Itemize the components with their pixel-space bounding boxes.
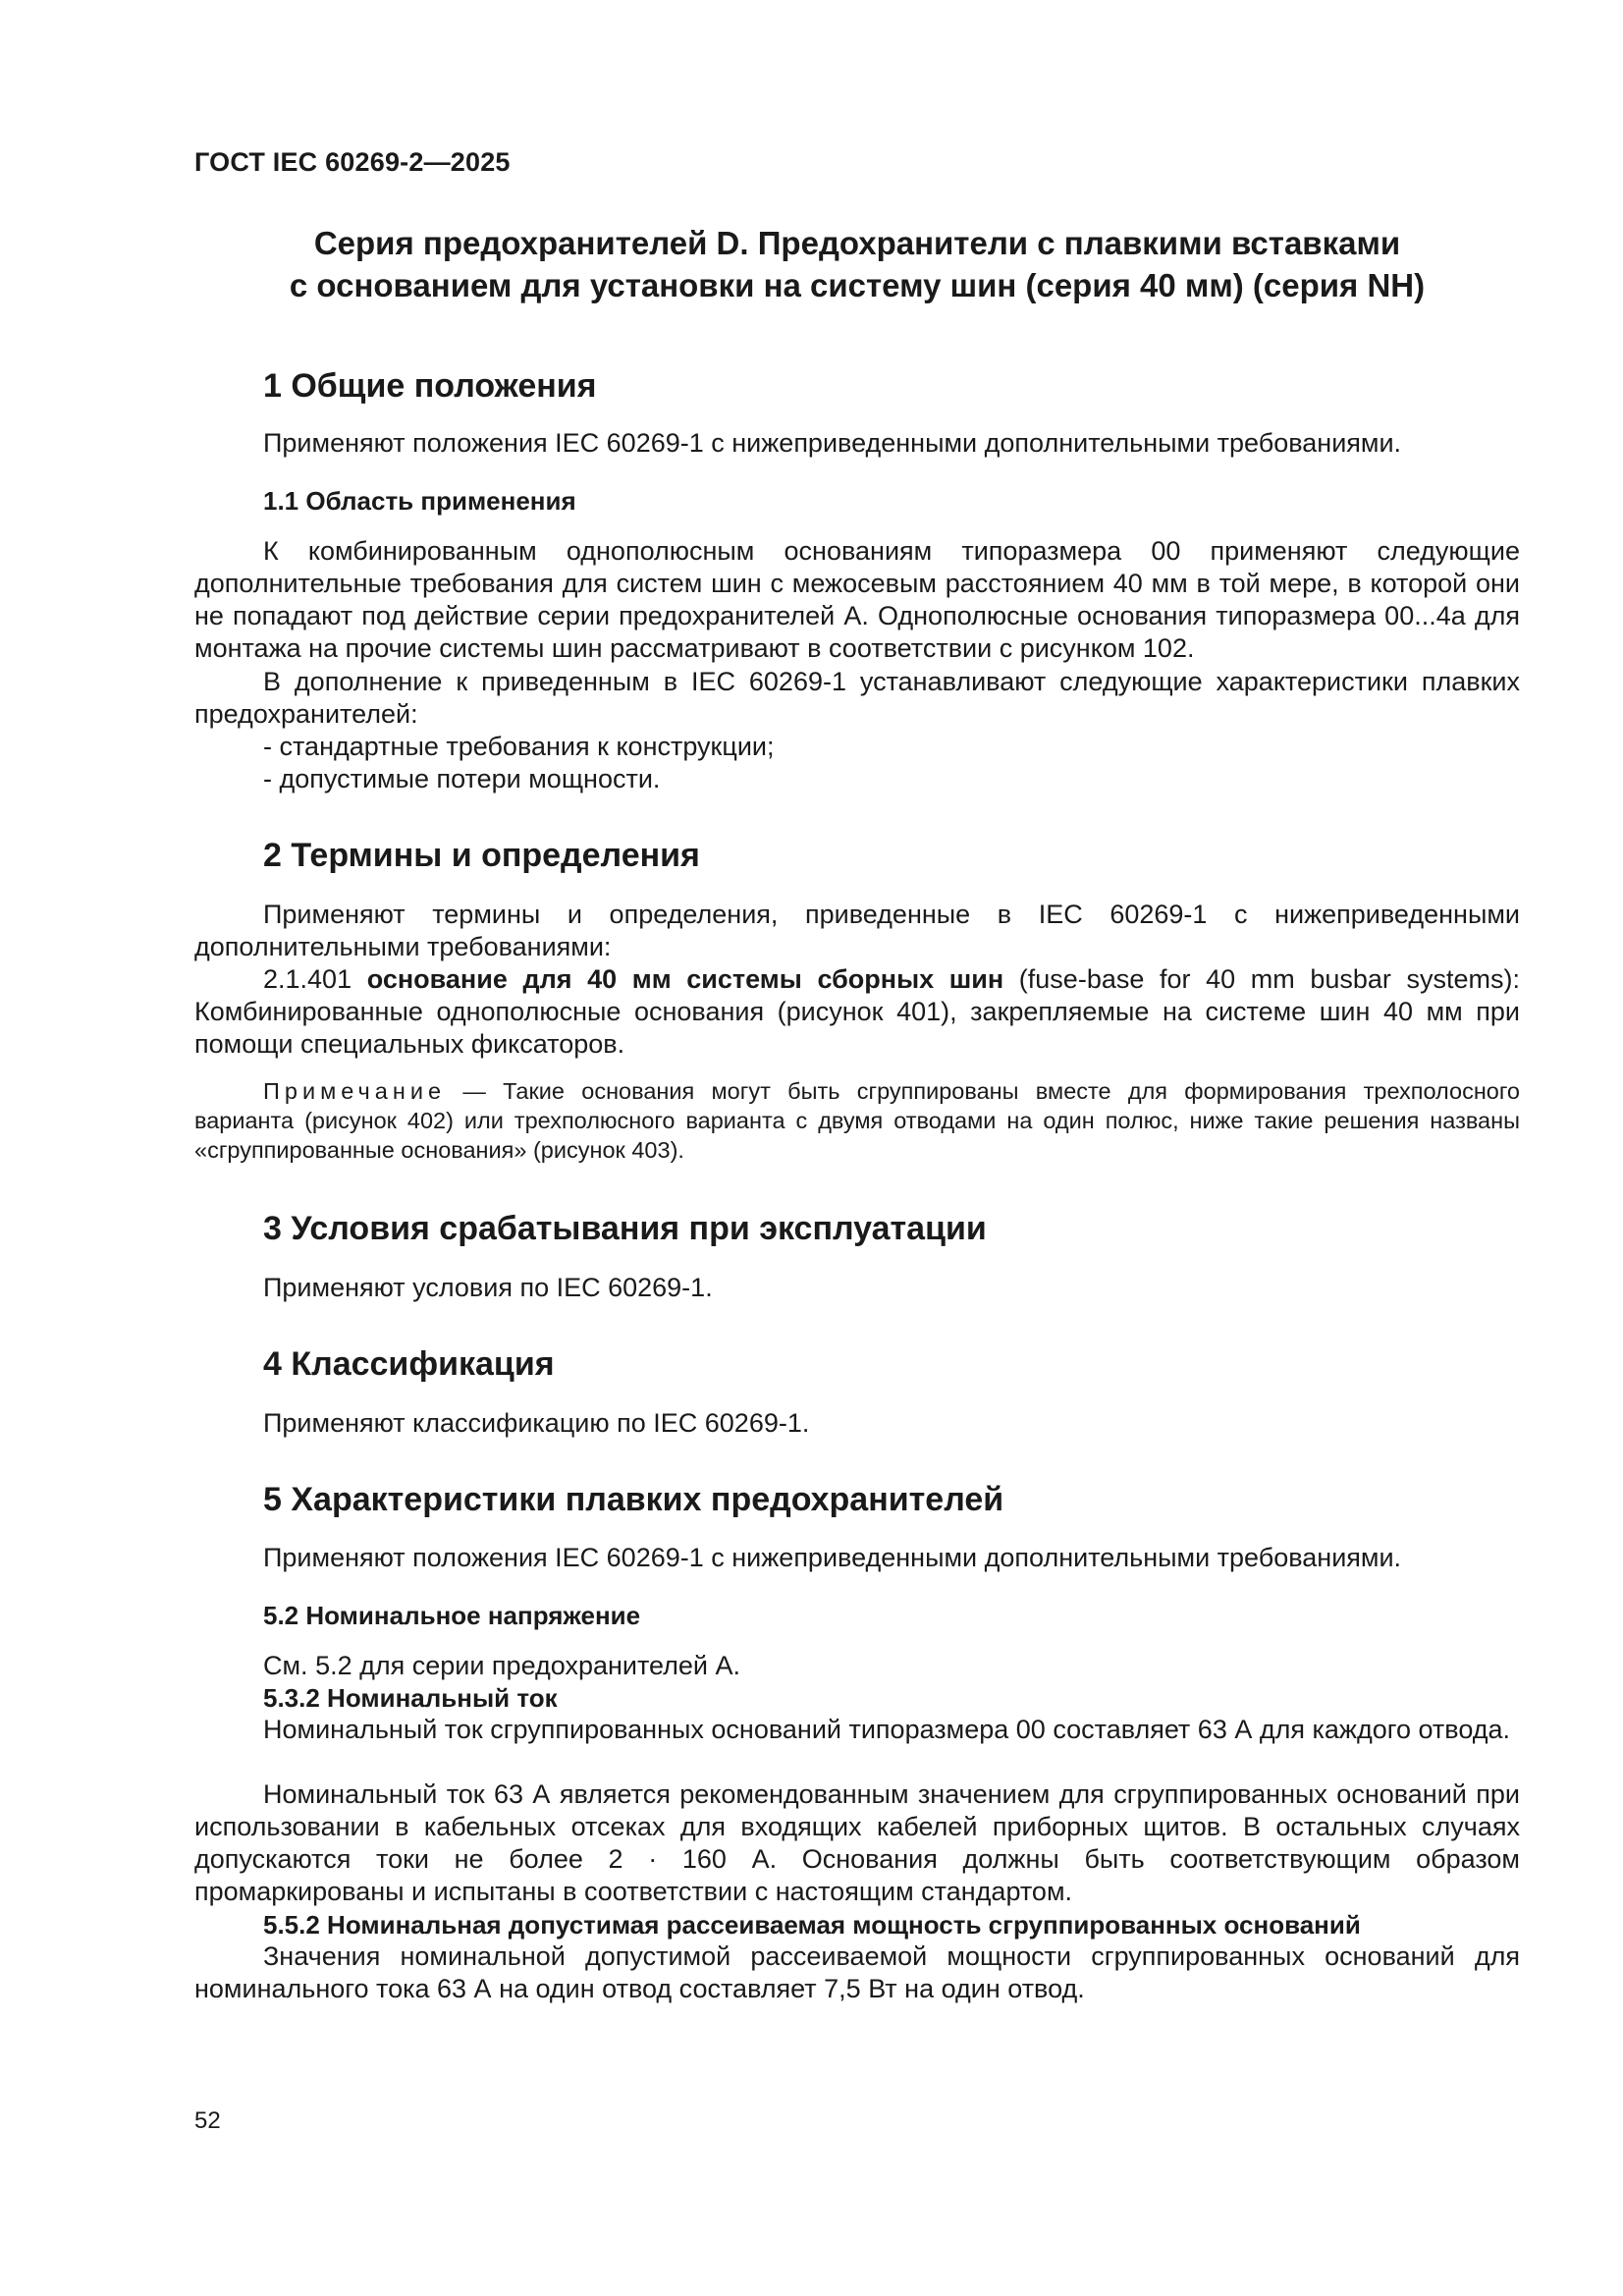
section-2-paragraph-1: Применяют термины и определения, приведенные в IEC 60269-1 с нижеприведенными дополнительными требованиями:	[194, 900, 1520, 961]
term-text: (fuse-base for 40 mm busbar systems): Комбинированные однополюсные основания (рисунок 401), закрепляемые на системе шин 40 мм при помощи специальных фиксаторов.	[194, 964, 1520, 1059]
section-5-3-2-heading: 5.3.2 Номинальный ток	[263, 1683, 558, 1713]
section-1-1-heading: 1.1 Область применения	[263, 486, 576, 516]
term-number: 2.1.401	[263, 964, 352, 994]
section-1-1-paragraph-2: В дополнение к приведенным в IEC 60269-1 устанавливают следующие характеристики плавких предохранителей:	[194, 667, 1520, 729]
page-number: 52	[194, 2107, 221, 2134]
section-5-3-2-paragraph-1: Номинальный ток сгруппированных оснований типоразмера 00 составляет 63 А для каждого отвода.	[263, 1715, 1511, 1744]
section-1-text: Применяют положения IEC 60269-1 с нижеприведенными дополнительными требованиями.	[263, 428, 1402, 458]
section-2-heading: 2 Термины и определения	[263, 837, 700, 874]
term-definition	[194, 963, 1520, 1061]
list-item-1: - стандартные требования к конструкции;	[263, 732, 775, 761]
section-4-heading: 4 Классификация	[263, 1345, 555, 1383]
list-item-2: - допустимые потери мощности.	[263, 764, 661, 793]
term-name: основание для 40 мм системы сборных шин	[366, 964, 1004, 994]
document-title	[194, 222, 1520, 306]
note	[194, 1076, 1520, 1165]
section-5-text: Применяют положения IEC 60269-1 с нижеприведенными дополнительными требованиями.	[263, 1543, 1402, 1572]
section-5-2-text: См. 5.2 для серии предохранителей A.	[263, 1651, 741, 1680]
section-1-heading: 1 Общие положения	[263, 367, 597, 405]
note-label: Примечание	[263, 1078, 447, 1104]
section-4-text: Применяют классификацию по IEC 60269-1.	[263, 1408, 810, 1438]
section-5-2-heading: 5.2 Номинальное напряжение	[263, 1601, 641, 1630]
section-1-1-paragraph-1: К комбинированным однополюсным основаниям типоразмера 00 применяют следующие дополнительные требования для систем шин с межосевым расстоянием 40 мм в той мере, в которой они не попадают под действие серии предохранителей A. Однополюсные основания типоразмера 00...4a для монтажа на прочие системы шин рассматривают в соответствии с рисунком 102.	[194, 536, 1520, 663]
section-5-5-2-heading: 5.5.2 Номинальная допустимая рассеиваемая мощность сгруппированных оснований	[263, 1910, 1361, 1940]
section-3-heading: 3 Условия срабатывания при эксплуатации	[263, 1210, 987, 1247]
section-5-5-2-paragraph: Значения номинальной допустимой рассеиваемой мощности сгруппированных оснований для номинального тока 63 А на один отвод составляет 7,5 Вт на один отвод.	[194, 1941, 1520, 2003]
note-text: — Такие основания могут быть сгруппированы вместе для формирования трехполосного варианта (рисунок 402) или трехполюсного варианта с двумя отводами на один полюс, ниже такие решения названы «сгруппированные основания» (рисунок 403).	[194, 1078, 1520, 1163]
title-line-2: с основанием для установки на систему шин (серия 40 мм) (серия NH)	[289, 267, 1426, 303]
standard-code: ГОСТ IEC 60269-2—2025	[194, 147, 511, 177]
section-5-heading: 5 Характеристики плавких предохранителей	[263, 1481, 1004, 1518]
title-line-1: Серия предохранителей D. Предохранители с плавкими вставками	[313, 225, 1401, 261]
section-5-3-2-paragraph-2: Номинальный ток 63 А является рекомендованным значением для сгруппированных оснований при использовании в кабельных отсеках для входящих кабелей приборных щитов. В остальных случаях допускаются токи не более 2 · 160 А. Основания должны быть соответствующим образом промаркированы и испытаны в соответствии с настоящим стандартом.	[194, 1779, 1520, 1906]
section-3-text: Применяют условия по IEC 60269-1.	[263, 1273, 713, 1302]
